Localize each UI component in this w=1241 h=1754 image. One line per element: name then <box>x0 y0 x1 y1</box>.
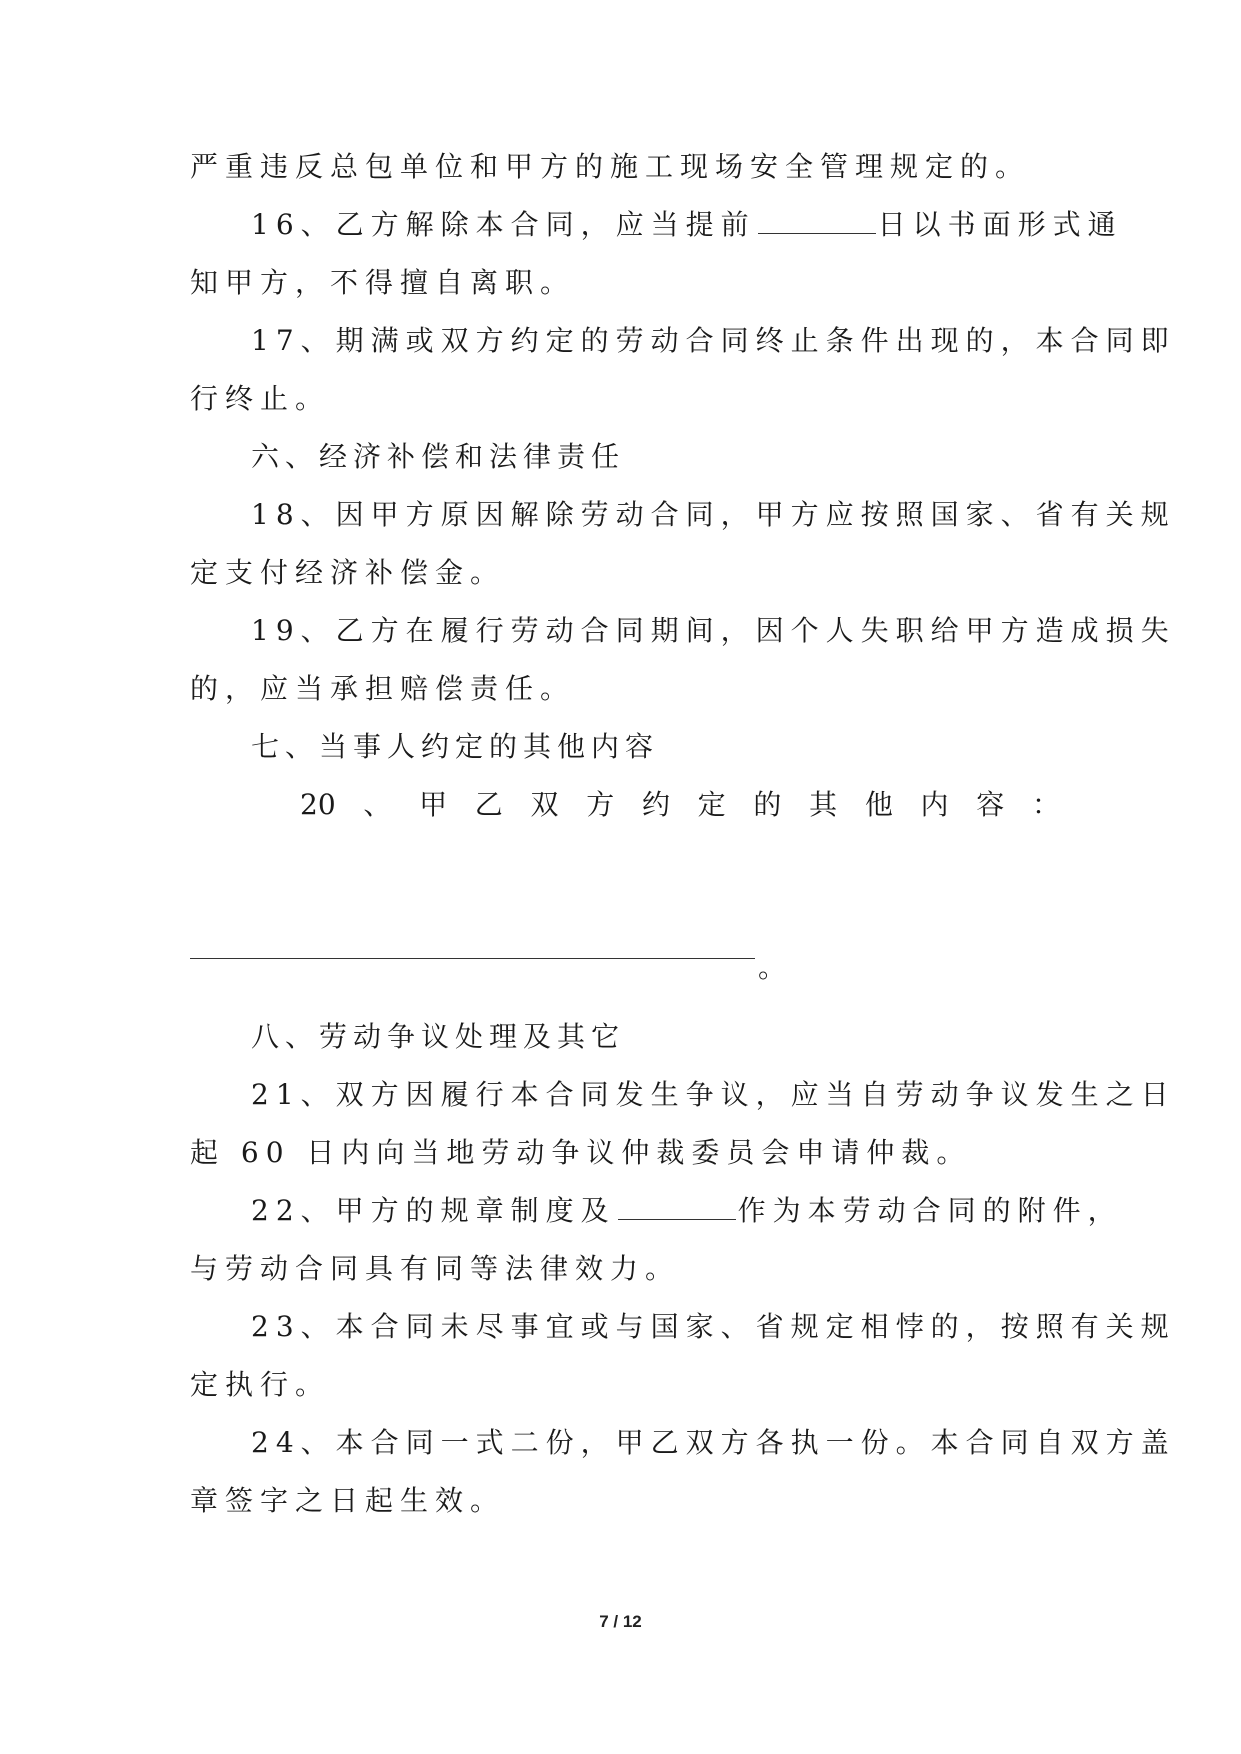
clause-22-line-1 <box>251 1191 1121 1231</box>
clause-19-line-1: 19、乙方在履行劳动合同期间，因个人失职给甲方造成损失 <box>251 614 1176 647</box>
clause-16-line-1 <box>251 205 1121 245</box>
clause-17-line-2: 行终止。 <box>190 382 331 415</box>
clause-20-char: 他 <box>864 788 893 821</box>
section-heading-6: 六、经济补偿和法律责任 <box>251 440 626 473</box>
clause-20-char: 定 <box>697 788 726 821</box>
clause-20-char: 乙 <box>474 788 503 821</box>
clause-20-char: 内 <box>920 788 949 821</box>
clause-20-char: 甲 <box>419 788 448 821</box>
clause-20-char: 容 <box>976 788 1005 821</box>
clause-22-line-2: 与劳动合同具有同等法律效力。 <box>190 1252 681 1285</box>
clause-16-text-b: 日以书面形式通 <box>877 208 1123 241</box>
clause-24-line-1: 24、本合同一式二份，甲乙双方各执一份。本合同自双方盖 <box>251 1426 1176 1459</box>
clause-22-text-a: 22、甲方的规章制度及 <box>251 1194 616 1227</box>
paragraph-line: 严重违反总包单位和甲方的施工现场安全管理规定的。 <box>190 150 1031 183</box>
clause-23-line-1: 23、本合同未尽事宜或与国家、省规定相悖的，按照有关规 <box>251 1310 1176 1343</box>
section-heading-7: 七、当事人约定的其他内容 <box>251 730 660 763</box>
clause-16-line-2: 知甲方，不得擅自离职。 <box>190 266 576 299</box>
clause-24-line-2: 章签字之日起生效。 <box>190 1484 506 1517</box>
clause-20-char: 、 <box>363 788 392 821</box>
clause-22-text-b: 作为本劳动合同的附件， <box>737 1194 1123 1227</box>
section-heading-8: 八、劳动争议处理及其它 <box>251 1020 626 1053</box>
fill-in-blank[interactable] <box>618 1191 736 1220</box>
clause-20-char: 双 <box>530 788 559 821</box>
clause-18-line-2: 定支付经济补偿金。 <box>190 556 506 589</box>
clause-20-char: 其 <box>809 788 838 821</box>
clause-20-line-1 <box>300 785 1060 825</box>
clause-17-line-1: 17、期满或双方约定的劳动合同终止条件出现的，本合同即 <box>251 324 1176 357</box>
clause-21-line-2: 起 60 日内向当地劳动争议仲裁委员会申请仲裁。 <box>190 1136 972 1169</box>
clause-20-char: 20 <box>300 788 336 821</box>
clause-16-text-a: 16、乙方解除本合同，应当提前 <box>251 208 756 241</box>
clause-21-line-1: 21、双方因履行本合同发生争议，应当自劳动争议发生之日 <box>251 1078 1176 1111</box>
page-number: 7 / 12 <box>599 1612 642 1631</box>
clause-20-char: 方 <box>586 788 615 821</box>
long-fill-in-blank[interactable] <box>190 958 755 959</box>
clause-19-line-2: 的，应当承担赔偿责任。 <box>190 672 576 705</box>
clause-20-period: 。 <box>758 951 787 984</box>
clause-20-char: 的 <box>753 788 782 821</box>
clause-20-char: ： <box>1031 788 1060 821</box>
clause-18-line-1: 18、因甲方原因解除劳动合同，甲方应按照国家、省有关规 <box>251 498 1176 531</box>
clause-23-line-2: 定执行。 <box>190 1368 331 1401</box>
fill-in-blank[interactable] <box>758 205 876 234</box>
clause-20-char: 约 <box>641 788 670 821</box>
